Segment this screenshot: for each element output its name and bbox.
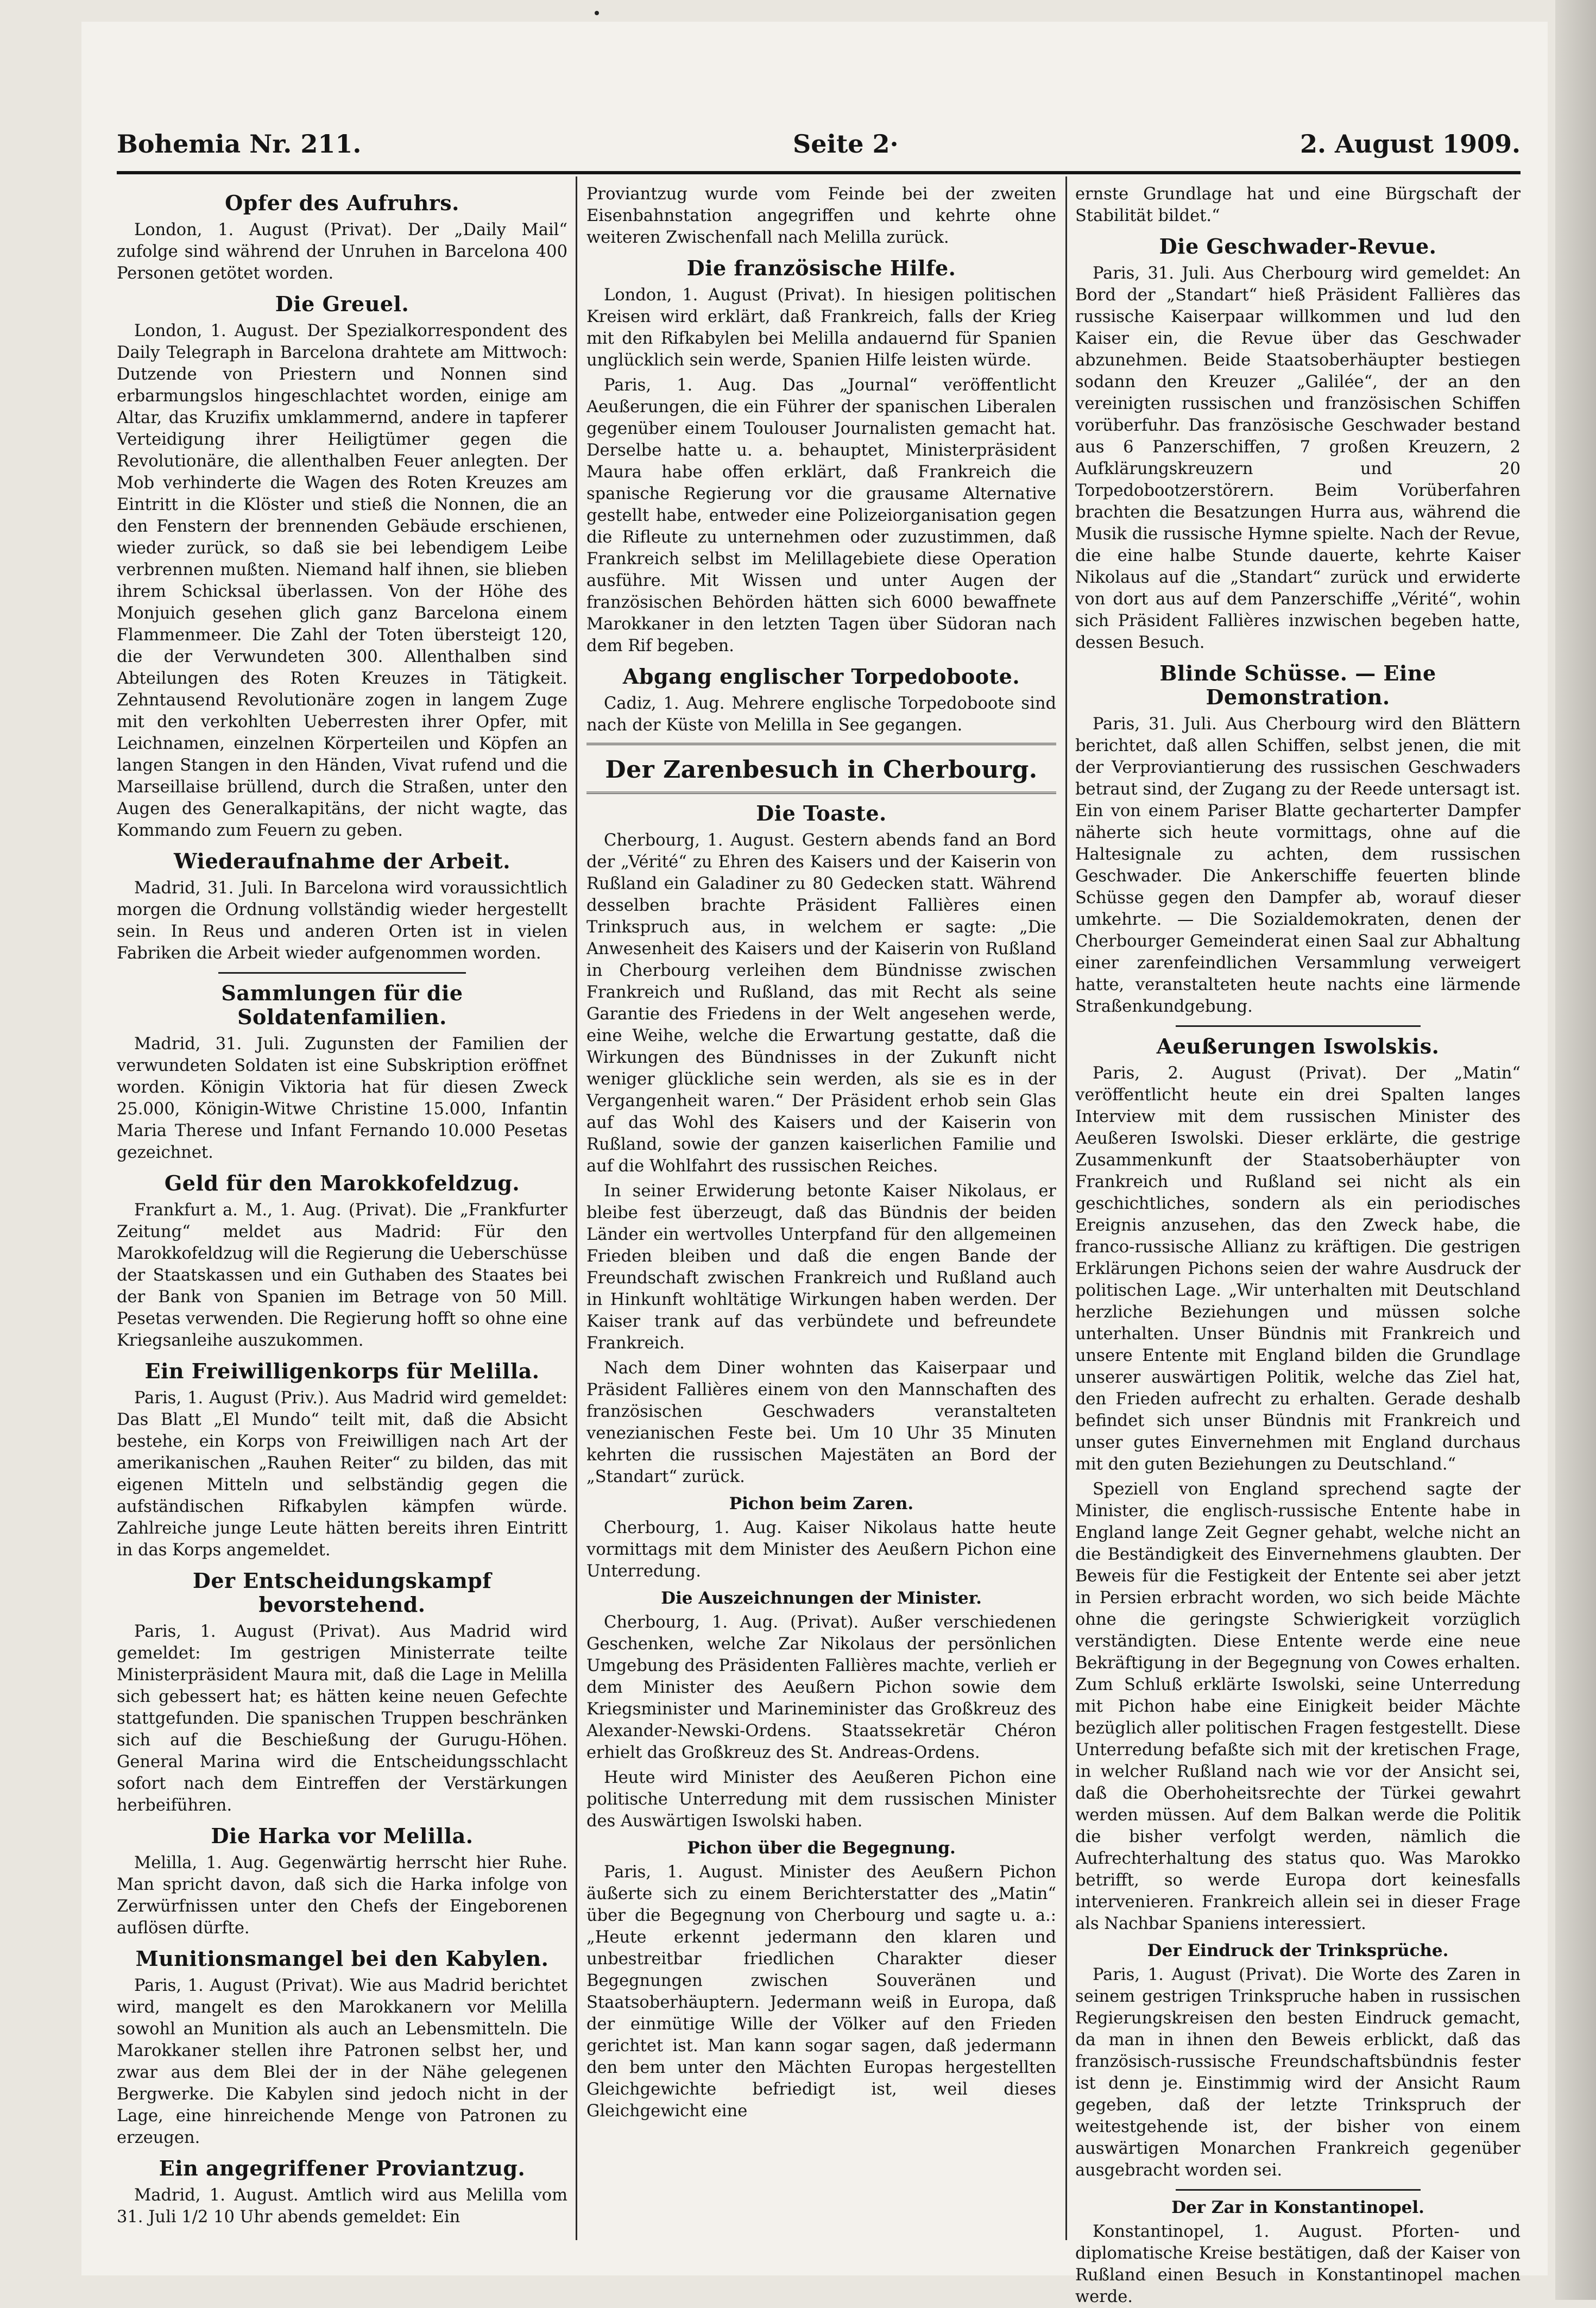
article-paragraph: Paris, 2. August (Privat). Der „Matin“ veröffentlicht heute ein drei Spalten langes Interview mit dem russischen Minister des Aeußeren Iswolski. Dieser erklärte, die gestrige Zusammenkunft der Staatsoberhäupter von Frankreich und Rußland sei nicht als ein geschichtliches, sondern als ein periodisches Ereignis anzusehen, das den Zweck habe, die franco-russische Allianz zu kräftigen. Die gestrigen Erklärungen Pichons seien der wahre Ausdruck der politischen Lage. „Wir unterhalten mit Deutschland herzliche Beziehungen und müssen solche unterhalten. Unser Bündnis mit Frankreich und unsere Entente mit England bilden die Grundlage unserer auswärtigen Politik, welche das Ziel hat, den Frieden aufrecht zu erhalten. Gerade deshalb befindet sich unser Bündnis mit Frankreich und unser gutes Einvernehmen mit England durchaus mit den guten Beziehungen zu Deutschland.“ [1075, 1064, 1521, 1474]
article-paragraph: Paris, 31. Juli. Aus Cherbourg wird den Blättern berichtet, daß allen Schiffen, selbst jenen, die mit der Verproviantierung des russischen Geschwaders betraut sind, der Zugang zu der Reede untersagt ist. Ein von einem Pariser Blatte gecharterter Dampfer näherte sich heute vormittags, ohne auf die Haltesignale zu achten, dem russischen Geschwader. Die Ankerschiffe feuerten blinde Schüsse gegen den Dampfer ab, worauf dieser umkehrte. — Die Sozialdemokraten, denen der Cherbourger Gemeinderat einen Saal zur Abhaltung einer zarenfeindlichen Versammlung verweigert hatte, veranstalteten heute nachts eine lärmende Straßenkundgebung. [1075, 715, 1521, 1016]
article-subheadline: Der Zar in Konstantinopel. [1171, 2198, 1424, 2217]
article-paragraph: Cherbourg, 1. Aug. Kaiser Nikolaus hatte heute vormittags mit dem Minister des Aeußern Pichon eine Unterredung. [586, 1518, 1056, 1581]
issue-date: 2. August 1909. [1300, 129, 1521, 159]
article-headline: Die Geschwader-Revue. [1159, 234, 1437, 258]
column-divider-2 [1065, 176, 1067, 2240]
page-edge-shadow [1555, 0, 1596, 2300]
header-rule [117, 171, 1521, 174]
article-paragraph: Melilla, 1. Aug. Gegenwärtig herrscht hier Ruhe. Man spricht davon, daß sich die Harka infolge von Zerwürfnissen unter den Chefs der Eingeborenen auflösen dürfte. [117, 1853, 567, 1938]
column-2 [586, 184, 1056, 2236]
article-paragraph: Cadiz, 1. Aug. Mehrere englische Torpedoboote sind nach der Küste von Melilla in See gegangen. [586, 694, 1056, 735]
article-headline: Ein Freiwilligenkorps für Melilla. [144, 1359, 540, 1383]
article-headline: Wiederaufnahme der Arbeit. [174, 849, 510, 873]
article-paragraph: London, 1. August (Privat). In hiesigen politischen Kreisen wird erklärt, daß Frankreich, falls der Krieg mit den Rifkabylen bei Melilla andauernd für Spanien unglücklich sein werde, Spanien Hilfe leisten würde. [586, 286, 1056, 370]
page-number: Seite 2· [793, 129, 899, 159]
article-headline: Ein angegriffener Proviantzug. [159, 2156, 526, 2180]
article-headline: Die Greuel. [275, 292, 409, 316]
column-3 [1075, 184, 1521, 2306]
article-headline: Munitionsmangel bei den Kabylen. [135, 1946, 549, 1971]
article-paragraph: In seiner Erwiderung betonte Kaiser Nikolaus, er bleibe fest überzeugt, daß das Bündnis der beiden Länder ein wertvolles Unterpfand für den allgemeinen Frieden bleiben und daß die engen Bande der Freundschaft zwischen Frankreich und Rußland auch in Hinkunft wohltätige Wirkungen haben werden. Der Kaiser trank auf das verbündete und befreundete Frankreich. [586, 1182, 1056, 1353]
article-paragraph: Proviantzug wurde vom Feinde bei der zweiten Eisenbahnstation angegriffen und kehrte ohne weiteren Zwischenfall nach Melilla zurück. [586, 185, 1056, 247]
article-paragraph: Paris, 1. August (Privat). Aus Madrid wird gemeldet: Im gestrigen Ministerrate teilte Ministerpräsident Maura mit, daß die Lage in Melilla sich gebessert hat; es hätten keine neuen Gefechte stattgefunden. Die spanischen Truppen beschränken sich auf die Beschießung der Gurugu-Höhen. General Marina wird die Entscheidungsschlacht sofort nach dem Eintreffen der Verstärkungen herbeiführen. [117, 1622, 567, 1815]
article-headline: Aeußerungen Iswolskis. [1156, 1034, 1440, 1058]
article-paragraph: ernste Grundlage hat und eine Bürgschaft der Stabilität bildet.“ [1075, 185, 1521, 225]
column-1 [117, 184, 567, 2236]
article-headline: Opfer des Aufruhrs. [225, 191, 459, 215]
article-headline: Abgang englischer Torpedoboote. [622, 664, 1020, 689]
masthead-title: Bohemia Nr. 211. [117, 129, 362, 159]
article-paragraph: Paris, 1. Aug. Das „Journal“ veröffentlicht Aeußerungen, die ein Führer der spanischen Liberalen gegenüber einem Toulouser Journalisten gemacht hat. Derselbe hatte u. a. behauptet, Ministerpräsident Maura habe offen erklärt, daß Frankreich die spanische Regierung vor die grausame Alternative gestellt habe, entweder eine Polizeiorganisation gegen die Rifleute zu unternehmen oder zuzustimmen, daß Frankreich selbst im Melillagebiete diese Operation ausführe. Mit Wissen und unter Augen der französischen Behörden hätten sich 6000 bewaffnete Marokkaner in den letzten Tagen über Südoran nach dem Rif begeben. [586, 376, 1056, 655]
feature-headline-box [586, 743, 1056, 794]
article-paragraph: Heute wird Minister des Aeußeren Pichon eine politische Unterredung mit dem russischen Minister des Auswärtigen Iswolski haben. [586, 1768, 1056, 1831]
column-divider-1 [576, 176, 577, 2240]
article-paragraph: Paris, 1. August (Privat). Wie aus Madrid berichtet wird, mangelt es den Marokkanern vor Melilla sowohl an Munition als auch an Lebensmitteln. Die Marokkaner stellen ihre Patronen selbst her, und zwar aus dem Blei der in der Nähe gelegenen Bergwerke. Die Kabylen sind jedoch nicht in der Lage, eine hinreichende Menge von Patronen zu erzeugen. [117, 1976, 567, 2147]
article-paragraph: Nach dem Diner wohnten das Kaiserpaar und Präsident Fallières einem von den Mannschaften des französischen Geschwaders veranstalteten venezianischen Feste bei. Um 10 Uhr 35 Minuten kehrten die russischen Majestäten an Bord der „Standart“ zurück. [586, 1359, 1056, 1486]
article-paragraph: Cherbourg, 1. Aug. (Privat). Außer verschiedenen Geschenken, welche Zar Nikolaus der persönlichen Umgebung des Präsidenten Fallières machte, verlieh er dem Minister des Aeußern Pichon sowie dem Kriegsminister und Marineminister das Großkreuz des Alexander-Newski-Ordens. Staatssekretär Chéron erhielt das Großkreuz des St. Andreas-Ordens. [586, 1613, 1056, 1762]
article-headline: Blinde Schüsse. — Eine Demonstration. [1159, 661, 1436, 709]
section-rule [1176, 1025, 1421, 1027]
article-subheadline: Der Eindruck der Trinksprüche. [1147, 1941, 1449, 1960]
article-paragraph: Paris, 1. August (Priv.). Aus Madrid wird gemeldet: Das Blatt „El Mundo“ teilt mit, daß die Absicht bestehe, ein Korps von Freiwilligen nach Art der amerikanischen „Rauhen Reiter“ zu bilden, das mit eigenen Mitteln und selbständig gegen die aufständischen Rifkabylen kämpfen würde. Zahlreiche junge Leute hätten bereits ihren Eintritt in das Korps angemeldet. [117, 1389, 567, 1560]
article-paragraph: Cherbourg, 1. August. Gestern abends fand an Bord der „Vérité“ zu Ehren des Kaisers und der Kaiserin von Rußland ein Galadiner zu 80 Gedecken statt. Während desselben brachte Präsident Fallières einen Trinkspruch aus, in welchem er sagte: „Die Anwesenheit des Kaisers und der Kaiserin von Rußland in Cherbourg verleihen dem Bündnisse zwischen Frankreich und Rußland, das mit Recht als seine Garantie des Friedens in der Welt angesehen werde, eine Weihe, welche die Erwartung gestatte, daß die Wirkungen des Bündnisses in der Zukunft nicht weniger glückliche sein werden, als sie es in der Vergangenheit waren.“ Der Präsident erhob sein Glas auf das Wohl des Kaisers und der Kaiserin von Rußland, sowie der ganzen kaiserlichen Familie und auf die Wohlfahrt des russischen Reiches. [586, 831, 1056, 1176]
article-paragraph: Speziell von England sprechend sagte der Minister, die englisch-russische Entente habe in England lange Zeit Gegner gehabt, welche nicht an die Beständigkeit des Einvernehmens glaubten. Der Beweis für die Festigkeit der Entente sei aber jetzt in Persien erbracht worden, wo sich beide Mächte ohne die geringste Schwierigkeit vorzüglich verständigten. Diese Entente werde eine neue Bekräftigung in der Begegnung von Cowes erhalten. Zum Schluß erklärte Iswolski, seine Unterredung mit Pichon habe eine Einigkeit beider Mächte bezüglich aller politischen Fragen festgestellt. Diese Unterredung befaßte sich mit der kretischen Frage, in welcher Rußland nach wie vor der Ansicht sei, daß die Oberhoheitsrechte der Türkei gewahrt werden müssen. Auf dem Balkan werde die Politik die bisher verfolgt werden, nämlich die Aufrechterhaltung des status quo. Was Marokko betrifft, so werde Europa dort keinesfalls intervenieren. Frankreich allein sei in dieser Frage als Nachbar Spaniens interessiert. [1075, 1480, 1521, 1933]
punch-mark [595, 11, 599, 15]
article-subheadline: Pichon über die Begegnung. [687, 1838, 956, 1858]
article-headline: Der Entscheidungskampf bevorstehend. [192, 1568, 492, 1617]
article-paragraph: Konstantinopel, 1. August. Pforten- und diplomatische Kreise bestätigen, daß der Kaiser von Rußland einen Besuch in Konstantinopel machen werde. [1075, 2222, 1521, 2306]
article-paragraph: London, 1. August (Privat). Der „Daily Mail“ zufolge sind während der Unruhen in Barcelona 400 Personen getötet worden. [117, 220, 567, 283]
article-paragraph: Madrid, 31. Juli. In Barcelona wird voraussichtlich morgen die Ordnung vollständig wieder hergestellt sein. In Reus und anderen Orten ist in vielen Fabriken die Arbeit wieder aufgenommen worden. [117, 879, 567, 963]
article-headline: Geld für den Marokkofeldzug. [164, 1171, 520, 1195]
section-rule [218, 972, 466, 974]
article-paragraph: Paris, 31. Juli. Aus Cherbourg wird gemeldet: An Bord der „Standart“ hieß Präsident Fallières das russische Kaiserpaar willkommen und lud den Kaiser ein, die Revue über das Geschwader abzunehmen. Beide Staatsoberhäupter bestiegen sodann den Kreuzer „Galilée“, der an den vereinigten russischen und französischen Schiffen vorüberfuhr. Das französische Geschwader bestand aus 6 Panzerschiffen, 7 großen Kreuzern, 2 Aufklärungskreuzern und 20 Torpedobootzerstörern. Beim Vorüberfahren brachten die Besatzungen Hurra aus, während die Musik die russische Hymne spielte. Nach der Revue, die eine halbe Stunde dauerte, kehrte Kaiser Nikolaus auf die „Standart“ zurück und erwiderte von dort aus auf dem Panzerschiffe „Vérité“, wohin sich Präsident Fallières inzwischen begeben hatte, dessen Besuch. [1075, 264, 1521, 652]
article-subheadline: Pichon beim Zaren. [729, 1494, 914, 1514]
article-headline: Sammlungen für die Soldatenfamilien. [221, 981, 463, 1029]
feature-headline: Der Zarenbesuch in Cherbourg. [605, 756, 1038, 784]
article-headline: Die Harka vor Melilla. [211, 1824, 474, 1848]
article-subheadline: Die Auszeichnungen der Minister. [661, 1588, 982, 1608]
article-paragraph: Madrid, 1. August. Amtlich wird aus Melilla vom 31. Juli 1/2 10 Uhr abends gemeldet: Ein [117, 2186, 567, 2227]
page-header [117, 129, 1521, 167]
article-paragraph: Paris, 1. August (Privat). Die Worte des Zaren in seinem gestrigen Trinkspruche haben in russischen Regierungskreisen den besten Eindruck gemacht, da man in ihnen den Beweis erblickt, daß das französisch-russische Freundschaftsbündnis fester ist denn je. Einstimmig wird der Ansicht Raum gegeben, daß der letzte Trinkspruch der weitestgehende ist, der bisher von einem auswärtigen Monarchen Frankreich gegenüber ausgebracht worden sei. [1075, 1965, 1521, 2180]
section-rule [1176, 2189, 1421, 2191]
article-paragraph: Paris, 1. August. Minister des Aeußern Pichon äußerte sich zu einem Berichterstatter des „Matin“ über die Begegnung von Cherbourg und sagte u. a.: „Heute erkennt jedermann den klaren und unbestreitbar friedlichen Charakter dieser Begegnungen zwischen Souveränen und Staatsoberhäuptern. Jedermann weiß in Europa, daß der einmütige Wille der Völker auf den Frieden gerichtet ist. Man kann sogar sagen, daß jedermann den bem unter den Mächten Europas hergestellten Gleichgewichte befriedigt ist, weil dieses Gleichgewicht eine [586, 1863, 1056, 2121]
article-headline: Die Toaste. [756, 801, 887, 825]
article-paragraph: Madrid, 31. Juli. Zugunsten der Familien der verwundeten Soldaten ist eine Subskription eröffnet worden. Königin Viktoria hat für diesen Zweck 25.000, Königin-Witwe Christine 15.000, Infantin Maria Therese und Infant Fernando 10.000 Pesetas gezeichnet. [117, 1035, 567, 1162]
article-paragraph: London, 1. August. Der Spezialkorrespondent des Daily Telegraph in Barcelona drahtete am Mittwoch: Dutzende von Priestern und Nonnen sind erbarmungslos hingeschlachtet worden, einige am Altar, das Kruzifix umklammernd, andere in tapferer Verteidigung ihrer Heiligtümer gegen die Revolutionäre, die allenthalben Feuer anlegten. Der Mob verhinderte die Wagen des Roten Kreuzes am Eintritt in die Klöster und stieß die Nonnen, die an den Fenstern der brennenden Gebäude erschienen, wieder zurück, so daß sie bei lebendigem Leibe verbrennen mußten. Niemand half ihnen, sie blieben ihrem Schicksal überlassen. Von der Höhe des Monjuich gesehen glich ganz Barcelona einem Flammenmeer. Die Zahl der Toten übersteigt 120, die der Verwundeten 300. Allenthalben sind Abteilungen des Roten Kreuzes in Tätigkeit. Zehntausend Revolutionäre zogen in langem Zuge mit den verkohlten Ueberresten ihrer Opfer, mit Leichnamen, einzelnen Körperteilen und Köpfen an langen Stangen in den Händen, Vivat rufend und die Marseillaise brüllend, durch die Straßen, unter den Augen des Generalkapitäns, der nicht wagte, das Kommando zum Feuern zu geben. [117, 321, 567, 840]
article-headline: Die französische Hilfe. [686, 256, 956, 280]
article-paragraph: Frankfurt a. M., 1. Aug. (Privat). Die „Frankfurter Zeitung“ meldet aus Madrid: Für den Marokkofeldzug will die Regierung die Ueberschüsse der Staatskassen und ein Guthaben des Staates bei der Bank von Spanien im Betrage von 50 Mill. Pesetas verwenden. Die Regierung hofft so ohne eine Kriegsanleihe auszukommen. [117, 1201, 567, 1350]
